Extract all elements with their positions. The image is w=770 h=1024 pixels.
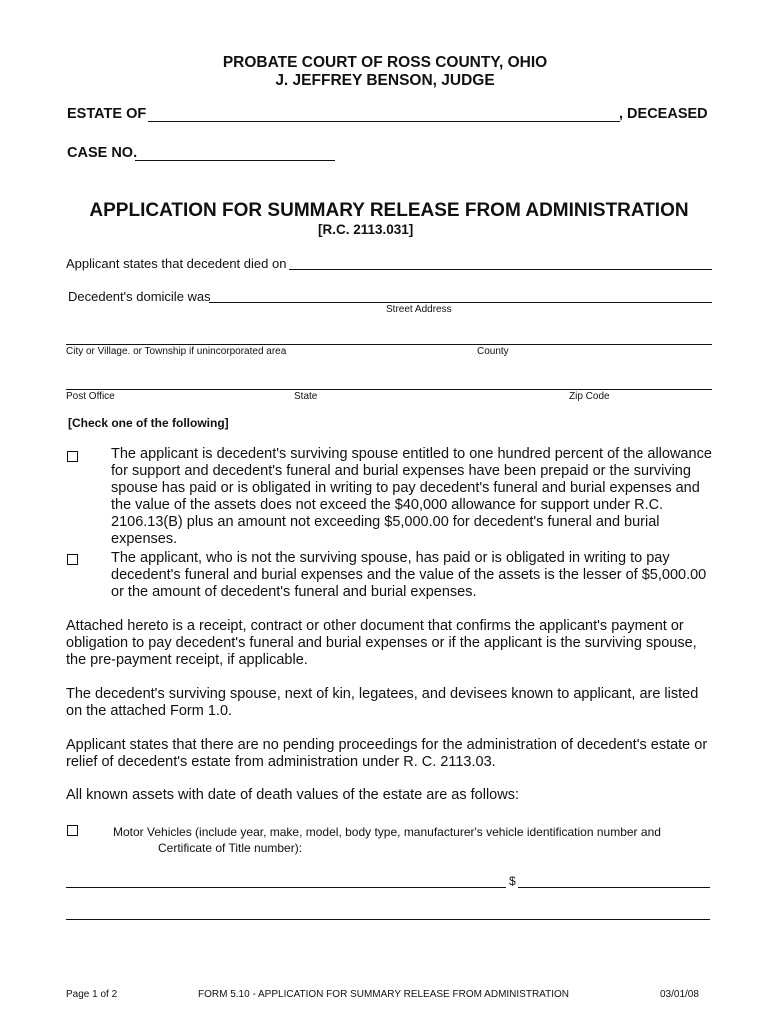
state-caption: State [294, 391, 318, 402]
court-name: PROBATE COURT OF ROSS COUNTY, OHIO [222, 54, 548, 71]
motor-vehicles-checkbox[interactable] [67, 825, 78, 836]
title-number-label: Certificate of Title number): [158, 841, 303, 855]
surviving-spouse-option-text: The applicant is decedent's surviving spouse entitled to one hundred percent of the allowance for support and decedent's funeral and burial expenses have been prepaid or the surviving spouse has paid or is obligated in writing to pay decedent's funeral and burial expenses and the value of the assets does not exceed the $40,000 allowance for support under R.C. 2106.13(B) plus an amount not exceeding $5,000.00 for decedent's funeral and burial expenses. [111, 446, 712, 547]
county-caption: County [477, 346, 509, 357]
deceased-label: , DECEASED [619, 106, 708, 122]
surviving-spouse-paragraph: The decedent's surviving spouse, next of kin, legatees, and devisees known to applicant, are listed on the attached Form 1.0. [66, 686, 699, 719]
not-spouse-checkbox[interactable] [67, 554, 78, 565]
statute-reference: [R.C. 2113.031] [318, 222, 414, 237]
known-assets-paragraph: All known assets with date of death values of the estate are as follows: [66, 787, 519, 803]
domicile-label: Decedent's domicile was [68, 289, 211, 304]
form-title: APPLICATION FOR SUMMARY RELEASE FROM ADMINISTRATION [89, 200, 689, 221]
city-county-field[interactable] [66, 344, 712, 345]
case-number-field[interactable] [135, 160, 335, 161]
judge-name: J. JEFFREY BENSON, JUDGE [275, 72, 495, 89]
post-office-state-zip-field[interactable] [66, 389, 712, 390]
dollar-sign: $ [509, 874, 516, 888]
attached-receipt-paragraph: Attached hereto is a receipt, contract or other document that confirms the applicant's payment or obligation to pay decedent's funeral and burial expenses or if the applicant is the surviving spouse, the pre-payment receipt, if applicable. [66, 618, 697, 668]
case-label: CASE NO. [67, 145, 138, 161]
form-footer-title: FORM 5.10 - APPLICATION FOR SUMMARY RELEASE FROM ADMINISTRATION [198, 989, 569, 1000]
page-number: Page 1 of 2 [66, 989, 118, 1000]
vehicle-description-field[interactable] [66, 887, 506, 888]
no-pending-proceedings-paragraph: Applicant states that there are no pending proceedings for the administration of decedent's estate or relief of decedent's estate from administration under R. C. 2113.03. [66, 737, 708, 770]
estate-field[interactable] [148, 121, 620, 122]
street-address-field[interactable] [209, 302, 712, 303]
motor-vehicles-label: Motor Vehicles (include year, make, model, body type, manufacturer's vehicle identification number and [113, 825, 661, 839]
vehicle-description-field-2[interactable] [66, 919, 710, 920]
form-revision-date: 03/01/08 [660, 989, 699, 1000]
street-address-caption: Street Address [386, 304, 452, 315]
check-one-heading: [Check one of the following] [68, 416, 229, 430]
estate-label: ESTATE OF [67, 106, 147, 122]
city-caption: City or Village. or Township if unincorporated area [66, 346, 287, 357]
date-of-death-field[interactable] [289, 269, 712, 270]
not-spouse-option-text: The applicant, who is not the surviving spouse, has paid or is obligated in writing to pay decedent's funeral and burial expenses and the value of the assets is the lesser of $5,000.00 or the amount of decedent's funeral and burial expenses. [111, 550, 707, 600]
post-office-caption: Post Office [66, 391, 115, 402]
zip-caption: Zip Code [569, 391, 610, 402]
died-on-label: Applicant states that decedent died on [66, 256, 287, 271]
surviving-spouse-checkbox[interactable] [67, 451, 78, 462]
vehicle-value-field[interactable] [518, 887, 710, 888]
